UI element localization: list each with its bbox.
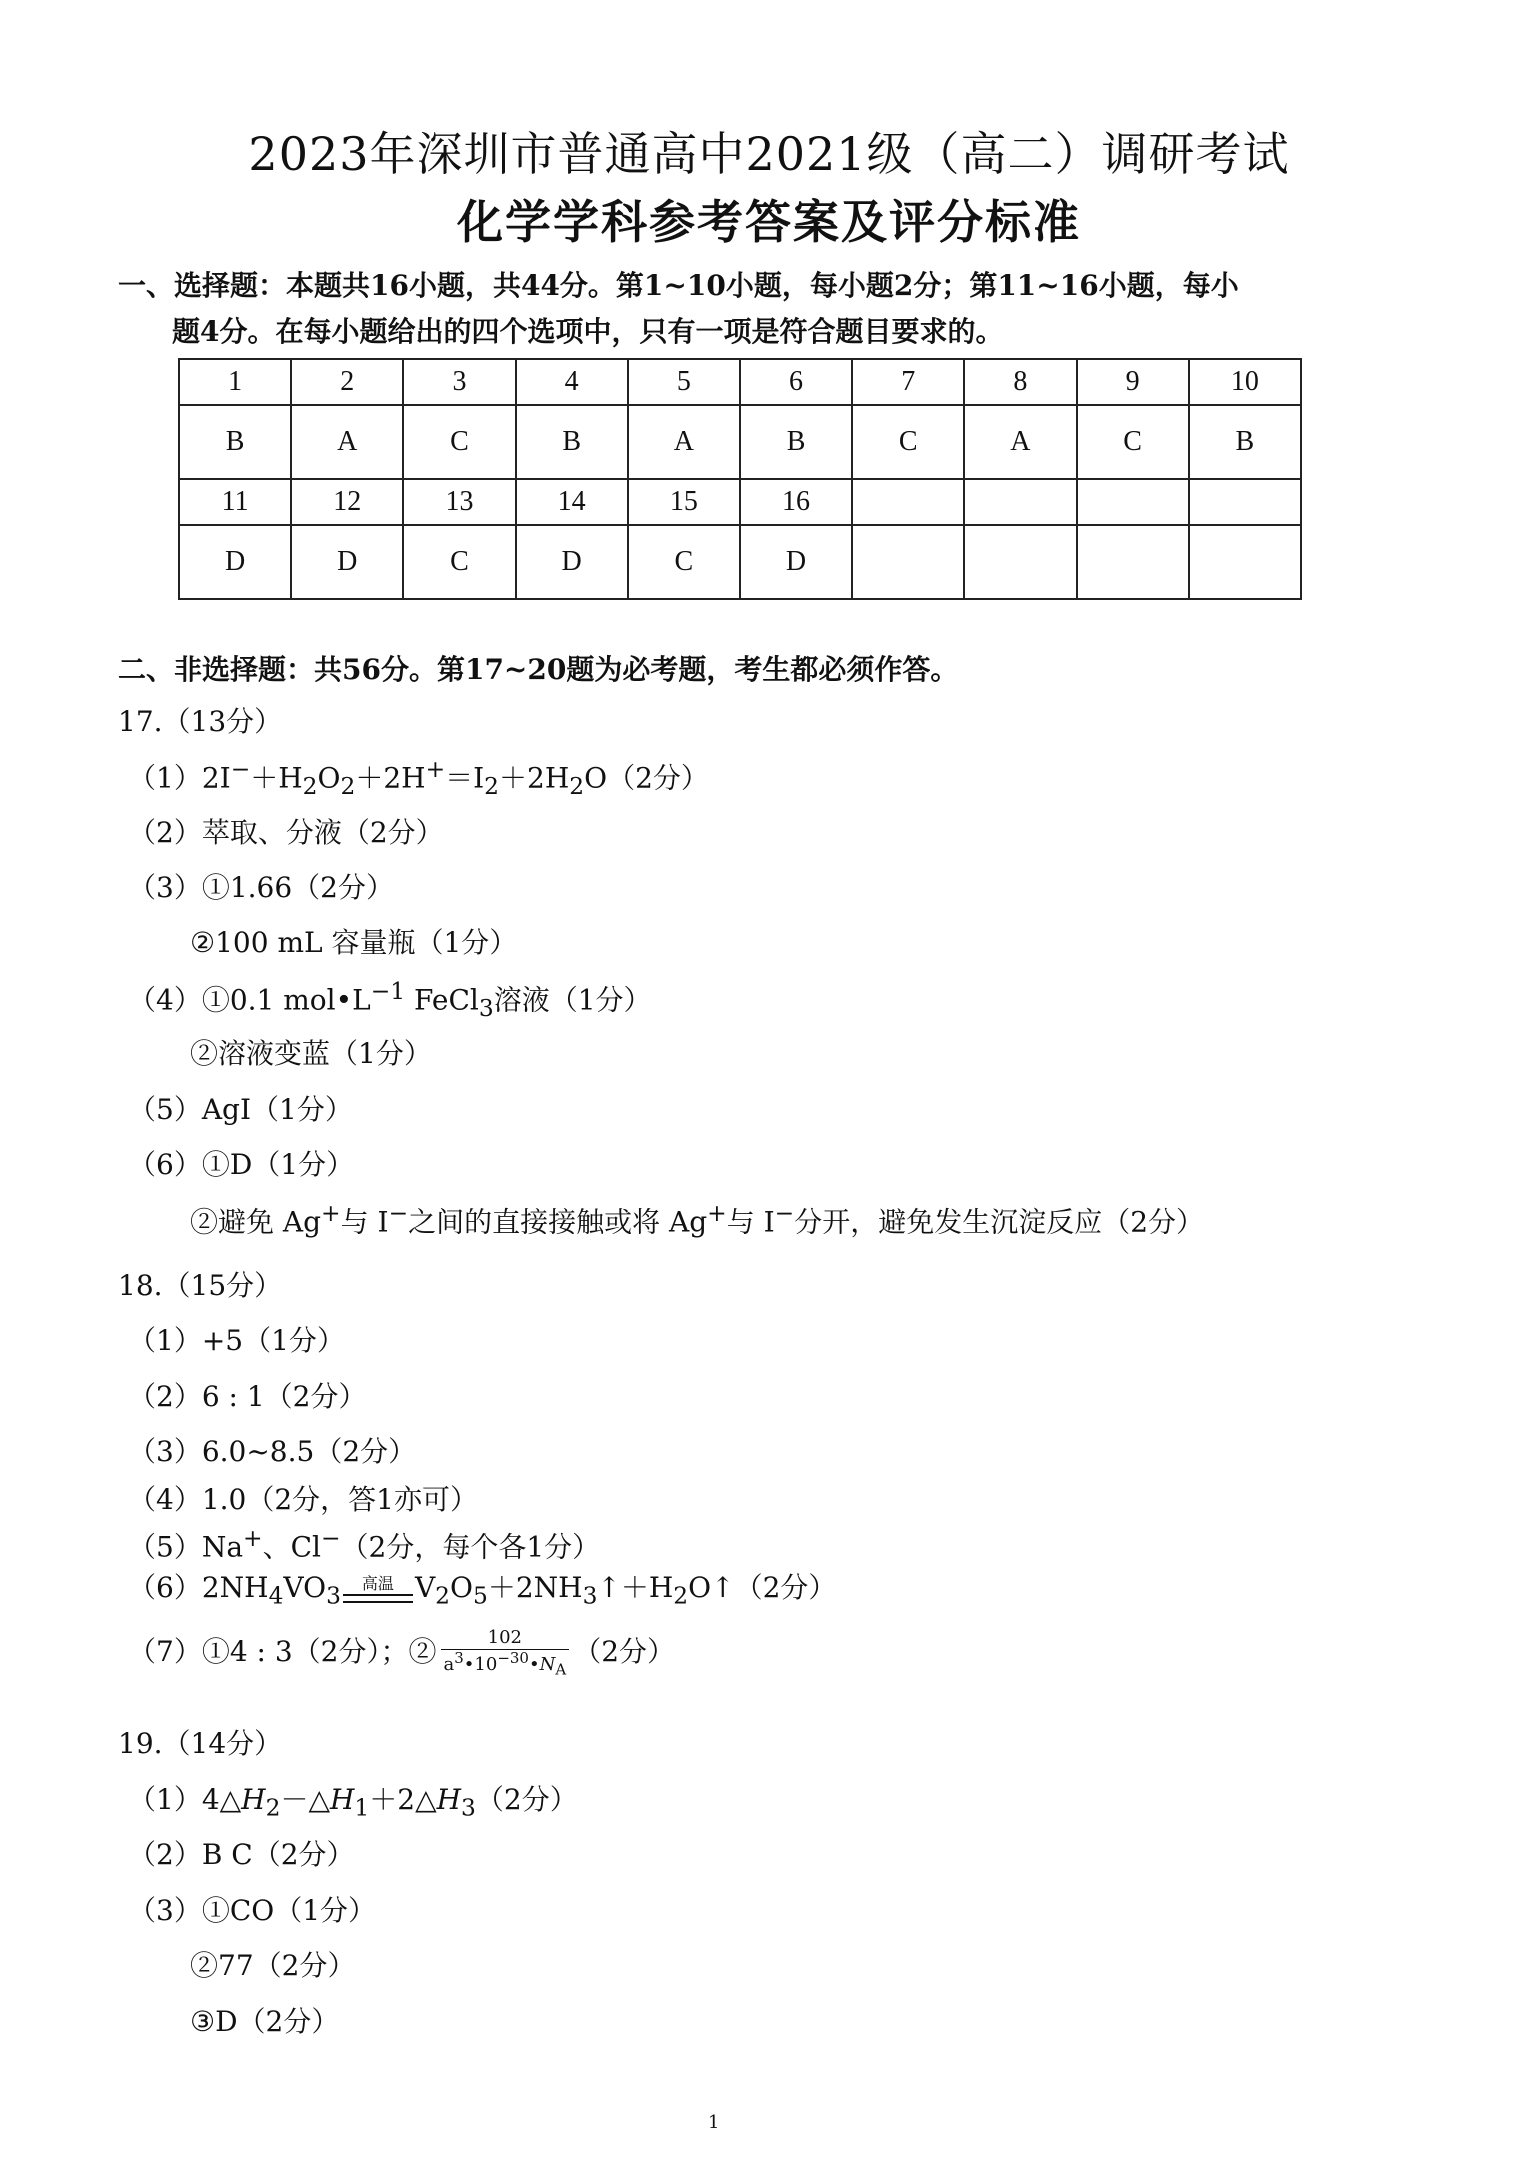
q19-a1-tail: （2分） [475, 1783, 578, 1816]
q18-a5-tail: （2分，每个各1分） [340, 1530, 601, 1564]
answer-cell: B [516, 405, 628, 479]
q18-answer-2: （2）6 : 1（2分） [128, 1380, 367, 1413]
q18-answer-4: （4）1.0（2分，答1亦可） [128, 1483, 478, 1516]
question-number-cell: 6 [740, 359, 852, 405]
question-number-cell: 16 [740, 479, 852, 525]
answer-cell [1077, 525, 1189, 599]
question-number-cell: 15 [628, 479, 740, 525]
answer-table [178, 358, 1302, 600]
q18-answer-3: （3）6.0~8.5（2分） [128, 1435, 417, 1468]
answer-cell: C [403, 525, 515, 599]
question-number-cell [1077, 479, 1189, 525]
question-number-cell: 2 [291, 359, 403, 405]
answer-table-number-row [179, 479, 1301, 525]
q17-answer-6-1: （6）①D（1分） [128, 1148, 355, 1181]
q17-a1-tail: （2分） [607, 761, 709, 795]
answer-cell: C [403, 405, 515, 479]
q17-answer-2: （2）萃取、分液（2分） [128, 816, 444, 849]
answer-cell [1189, 525, 1301, 599]
answer-cell: B [1189, 405, 1301, 479]
q19-answer-3-3: ③D（2分） [190, 2005, 340, 2038]
answer-table-answer-row [179, 525, 1301, 599]
answer-cell: D [179, 525, 291, 599]
answer-cell: D [291, 525, 403, 599]
q18-answer-5: （5）Na+、Cl−（2分，每个各1分） [128, 1524, 601, 1564]
question-number-cell: 7 [852, 359, 964, 405]
answer-cell: D [740, 525, 852, 599]
q17-header: 17.（13分） [118, 705, 283, 738]
q19-answer-2: （2）B C（2分） [128, 1838, 355, 1871]
question-number-cell [1189, 479, 1301, 525]
q17-a6-p5: 分开，避免发生沉淀反应（2分） [794, 1205, 1205, 1239]
question-number-cell: 9 [1077, 359, 1189, 405]
answer-table-number-row [179, 359, 1301, 405]
page-number: 1 [708, 2112, 720, 2133]
section1-instructions-line1: 一、选择题：本题共16小题，共44分。第1~10小题，每小题2分；第11~16小题，每小 [118, 269, 1239, 302]
q17-answer-6-2: ②避免 Ag+与 I−之间的直接接触或将 Ag+与 I−分开，避免发生沉淀反应（2分） [190, 1199, 1205, 1239]
q17-answer-1: $(1)2I^-+H_2O_2+2H^+=I_2+2H_2O(2$分） [128, 755, 709, 800]
question-number-cell: 1 [179, 359, 291, 405]
answer-table-answer-row [179, 405, 1301, 479]
answer-cell: C [1077, 405, 1189, 479]
density-fraction [441, 1628, 570, 1679]
document-title: 2023年深圳市普通高中2021级（高二）调研考试 [248, 127, 1290, 181]
fraction-denominator: $a^3•10^{-30}•N_A$ [443, 1648, 567, 1679]
q17-answer-3-1: （3）①1.66（2分） [128, 871, 394, 904]
question-number-cell: 3 [403, 359, 515, 405]
q19-answer-3-1: （3）①CO（1分） [128, 1894, 377, 1927]
q18-a6-tail: （2分） [734, 1571, 837, 1604]
q19-header: 19.（14分） [118, 1727, 283, 1760]
q18-a5-mid: 、Cl [262, 1530, 321, 1564]
q18-a5-prefix: （5）Na [128, 1530, 244, 1564]
section2-instructions: 二、非选择题：共56分。第17~20题为必考题，考生都必须作答。 [118, 653, 959, 686]
question-number-cell: 10 [1189, 359, 1301, 405]
q18-a6-prefix: （6）2NH [128, 1571, 269, 1604]
q17-answer-5: （5）AgI（1分） [128, 1093, 353, 1126]
question-number-cell: 4 [516, 359, 628, 405]
q18-answer-1: （1）+5（1分） [128, 1324, 345, 1357]
q18-answer-6: $(6)2NH_4VO_3$ 高温 $V_2O_5+2NH_3↑+H_2O↑(2$分） [128, 1571, 837, 1610]
q17-a4-prefix: （4）①0.1 mol•L [128, 983, 371, 1017]
q17-answer-4-1: （4）①0.1 $mol•L^{-1}$ FeCl$_3$溶液（1分） [128, 977, 652, 1022]
q17-a6-p4: 与 I [726, 1205, 775, 1239]
answer-cell: B [179, 405, 291, 479]
question-number-cell [964, 479, 1076, 525]
answer-cell: C [852, 405, 964, 479]
question-number-cell: 11 [179, 479, 291, 525]
answer-cell: D [516, 525, 628, 599]
q17-a6-p1: ②避免 Ag [190, 1205, 322, 1239]
q17-answer-4-2: ②溶液变蓝（1分） [190, 1037, 432, 1070]
answer-cell [852, 525, 964, 599]
question-number-cell: 14 [516, 479, 628, 525]
answer-cell: A [291, 405, 403, 479]
question-number-cell: 13 [403, 479, 515, 525]
document-subtitle: 化学学科参考答案及评分标准 [457, 195, 1081, 249]
answer-cell: A [628, 405, 740, 479]
answer-cell: B [740, 405, 852, 479]
reaction-condition-label: 高温 [361, 1574, 394, 1593]
q18-a7-tail: （2分） [573, 1634, 676, 1668]
q18-a7-prefix: （7）①4 : 3（2分）；② [128, 1634, 437, 1668]
q17-a4-tail: 溶液（1分） [493, 983, 652, 1017]
q19-answer-3-2: ②77（2分） [190, 1949, 356, 1982]
reaction-condition-arrow [343, 1576, 413, 1603]
question-number-cell [852, 479, 964, 525]
q17-answer-3-2: ②100 mL 容量瓶（1分） [190, 926, 518, 959]
q19-a1-prefix: （1）4△ [128, 1783, 242, 1816]
section1-instructions-line2: 题4分。在每小题给出的四个选项中，只有一项是符合题目要求的。 [172, 315, 1004, 348]
answer-cell [964, 525, 1076, 599]
q18-header: 18.（15分） [118, 1269, 283, 1302]
fraction-numerator: 102 [441, 1628, 570, 1650]
q17-a4-mid: FeCl [405, 983, 479, 1017]
q17-a6-p3: 之间的直接接触或将 Ag [408, 1205, 708, 1239]
question-number-cell: 8 [964, 359, 1076, 405]
question-number-cell: 12 [291, 479, 403, 525]
q17-a1-prefix: （1）2I [128, 761, 231, 795]
answer-cell: C [628, 525, 740, 599]
answer-cell: A [964, 405, 1076, 479]
q17-a6-p2: 与 I [340, 1205, 389, 1239]
q18-answer-7 [128, 1628, 675, 1679]
question-number-cell: 5 [628, 359, 740, 405]
q19-answer-1: $(1)4\triangle H_2-\triangle H_1+2\triangle H_3(2$分） [128, 1783, 578, 1822]
